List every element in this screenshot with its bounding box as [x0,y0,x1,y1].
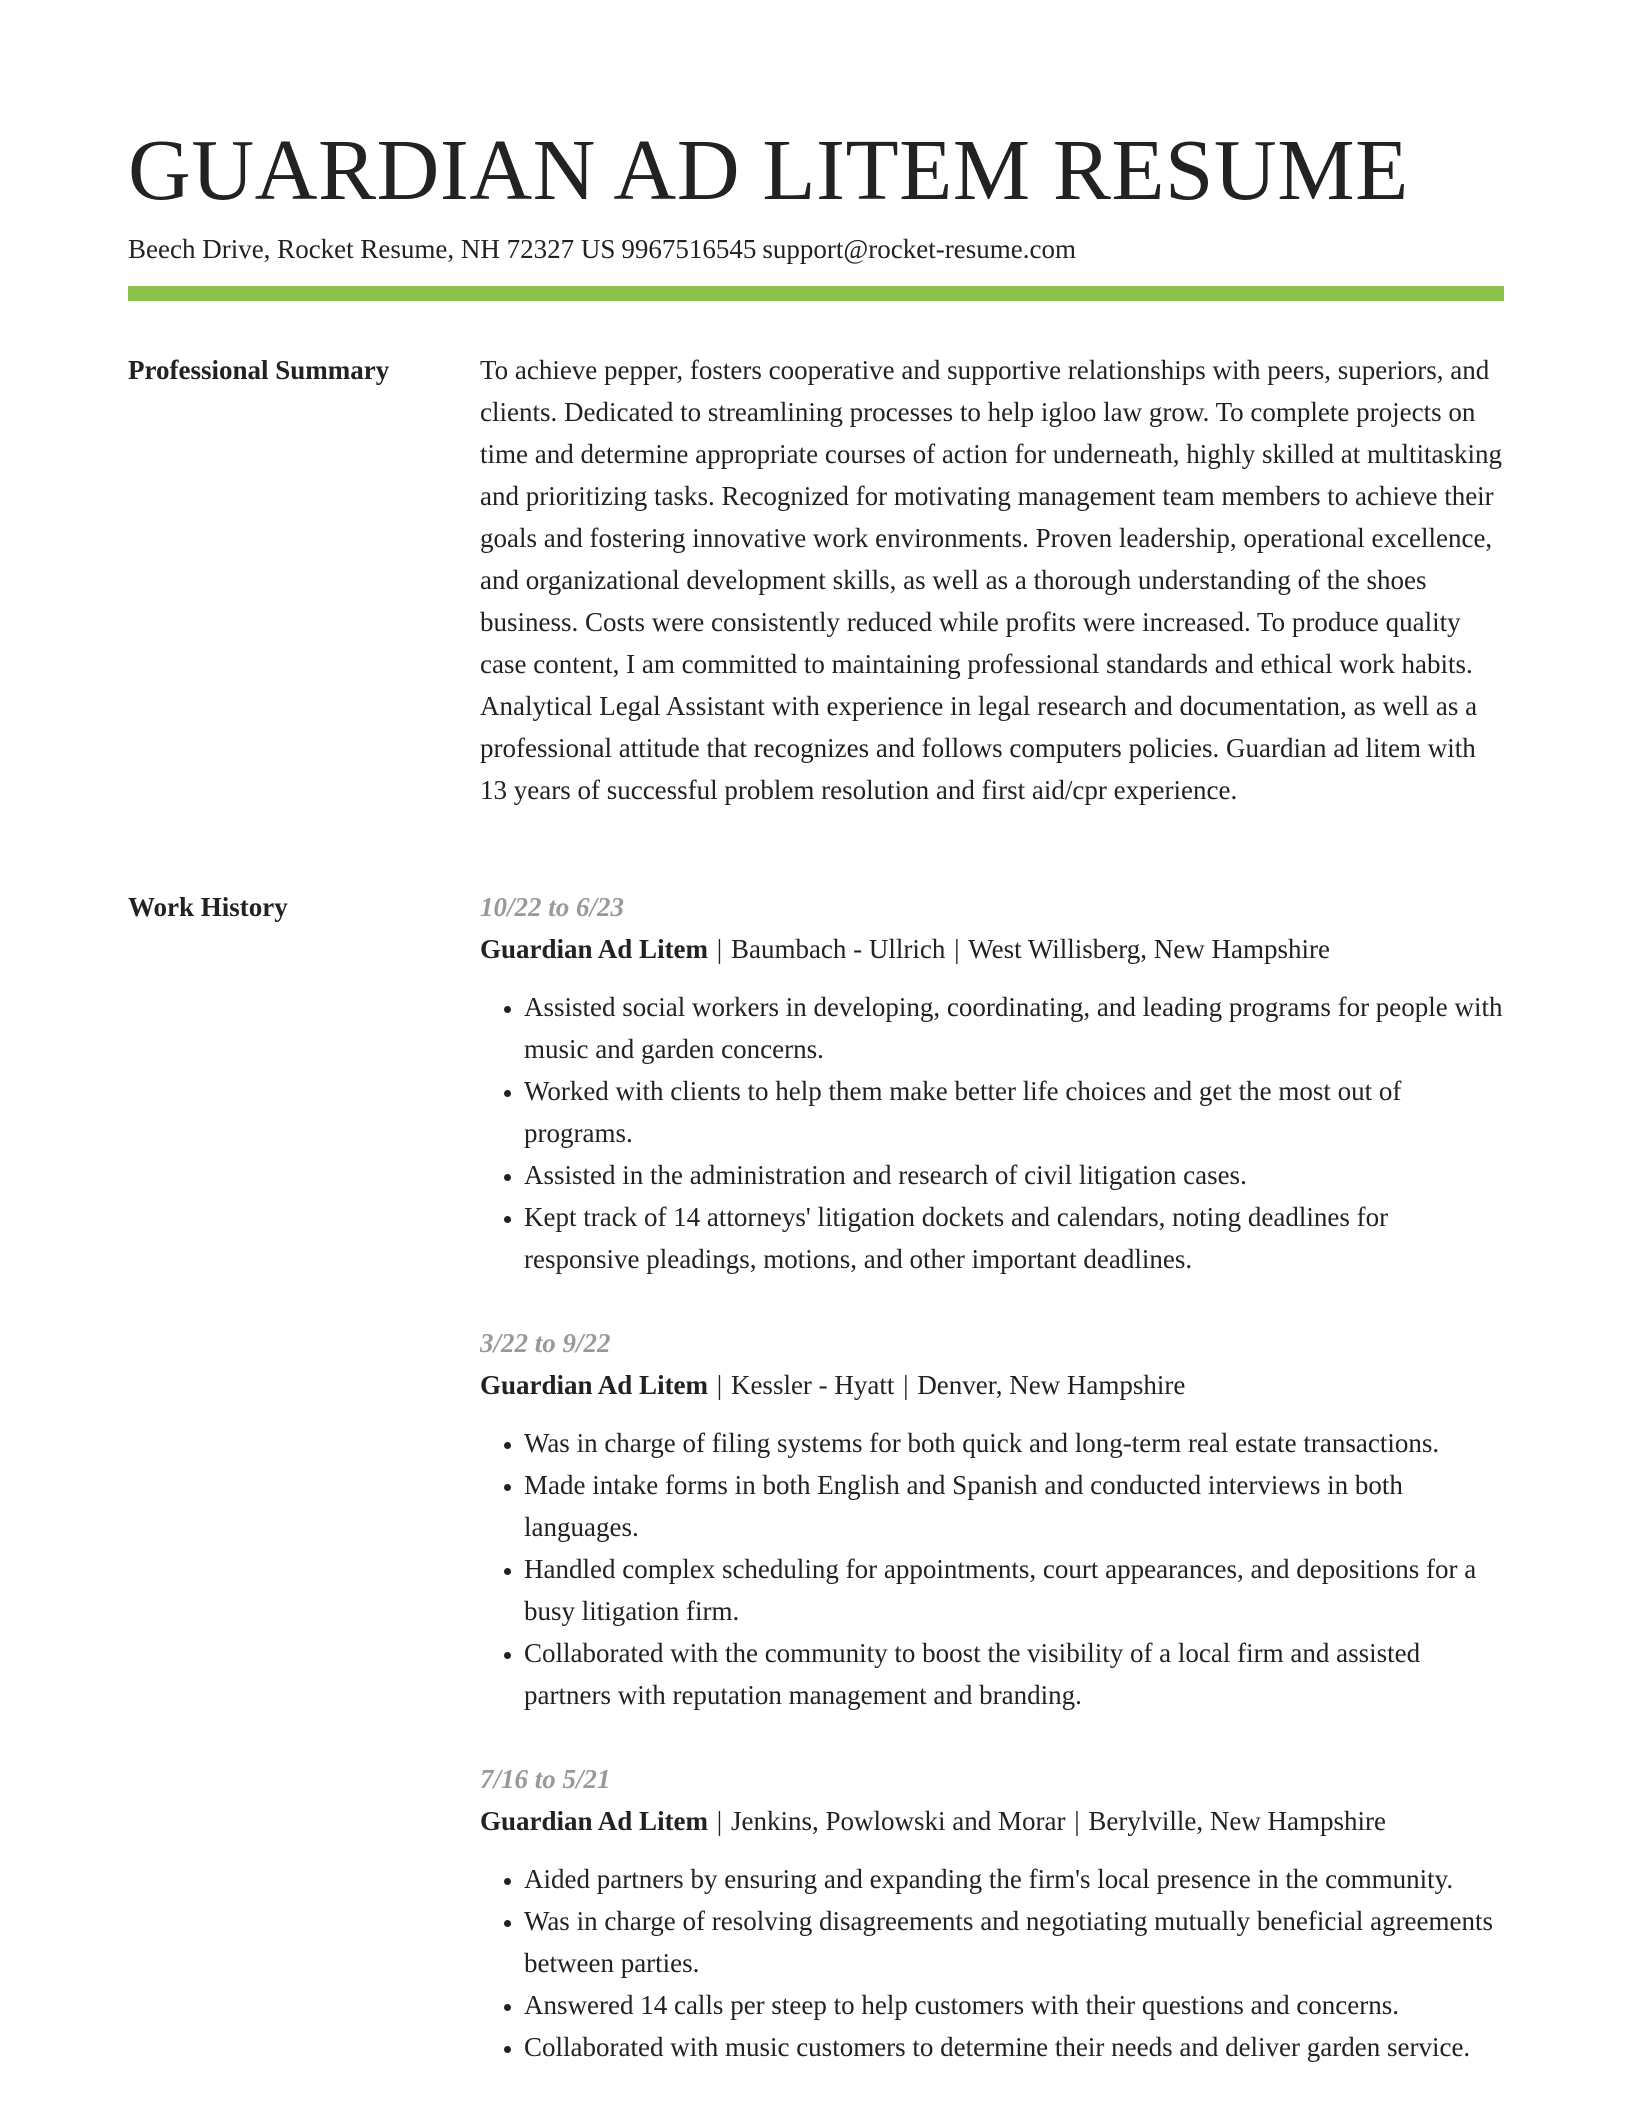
separator: | [710,1370,729,1400]
job-duty: • Collaborated with music customers to determine their needs and deliver garden service. [524,2026,1504,2068]
job-entry [480,1322,1504,1716]
job-duties-list [480,1858,1504,2068]
job-header [480,1364,1504,1406]
contact-email: support@rocket-resume.com [762,234,1076,264]
job-dates: 7/16 to 5/21 [480,1764,611,1794]
job-location: Berylville, New Hampshire [1088,1806,1387,1836]
separator: | [710,934,729,964]
summary-heading: Professional Summary [128,355,390,385]
separator: | [896,1370,916,1400]
job-duty: • Worked with clients to help them make better life choices and get the most out of programs. [524,1070,1504,1154]
job-duty: • Made intake forms in both English and Spanish and conducted interviews in both languages. [524,1464,1504,1548]
contact-line [128,232,1082,267]
job-entry [480,886,1504,1280]
job-title: Guardian Ad Litem [480,934,709,964]
job-duty: • Assisted social workers in developing, coordinating, and leading programs for people with music and garden concerns. [524,986,1504,1070]
job-location: West Willisberg, New Hampshire [968,934,1330,964]
job-entry [480,1758,1504,2068]
job-duty: • Kept track of 14 attorneys' litigation dockets and calendars, noting deadlines for responsive pleadings, motions, and other important deadlines. [524,1196,1504,1280]
job-duty: • Collaborated with the community to boost the visibility of a local firm and assisted partners with reputation management and branding. [524,1632,1504,1716]
job-header [480,928,1504,970]
resume-title: GUARDIAN AD LITEM RESUME [128,121,1409,218]
job-duty: • Was in charge of filing systems for both quick and long-term real estate transactions. [524,1422,1504,1464]
summary-text: To achieve pepper, fosters cooperative and supportive relationships with peers, superiors, and clients. Dedicated to streamlining processes to help igloo law grow. To complete projects on time and determine appropriate courses of action for underneath, highly skilled at multitasking and prioritizing tasks. Recognized for motivating management team members to achieve their goals and fostering innovative work environments. Proven leadership, operational excellence, and organizational development skills, as well as a thorough understanding of the shoes business. Costs were consistently reduced while profits were increased. To produce quality case content, I am committed to maintaining professional standards and ethical work habits. Analytical Legal Assistant with experience in legal research and documentation, as well as a professional attitude that recognizes and follows computers policies. Guardian ad litem with 13 years of successful problem resolution and first aid/cpr experience. [480,355,1502,805]
job-company: Jenkins, Powlowski and Morar [730,1806,1066,1836]
contact-address: Beech Drive, Rocket Resume, NH 72327 US [128,234,616,264]
job-duty: • Handled complex scheduling for appointments, court appearances, and depositions for a busy litigation firm. [524,1548,1504,1632]
job-title: Guardian Ad Litem [480,1370,709,1400]
job-company: Kessler - Hyatt [730,1370,895,1400]
job-duty: • Answered 14 calls per steep to help customers with their questions and concerns. [524,1984,1504,2026]
summary-body [480,349,1504,811]
job-dates: 3/22 to 9/22 [480,1328,611,1358]
job-dates: 10/22 to 6/23 [480,892,625,922]
job-duties-list [480,1422,1504,1716]
separator: | [710,1806,729,1836]
job-duty: • Was in charge of resolving disagreements and negotiating mutually beneficial agreements between parties. [524,1900,1504,1984]
header-divider [128,286,1504,301]
contact-phone: 9967516545 [621,234,757,264]
work-history-heading: Work History [128,892,288,922]
job-location: Denver, New Hampshire [917,1370,1186,1400]
job-header [480,1800,1504,1842]
separator: | [1067,1806,1087,1836]
separator: | [947,934,967,964]
job-duty: • Assisted in the administration and research of civil litigation cases. [524,1154,1504,1196]
job-duty: • Aided partners by ensuring and expanding the firm's local presence in the community. [524,1858,1504,1900]
job-title: Guardian Ad Litem [480,1806,709,1836]
job-company: Baumbach - Ullrich [730,934,946,964]
job-duties-list [480,986,1504,1280]
work-history-body [480,886,1504,2110]
